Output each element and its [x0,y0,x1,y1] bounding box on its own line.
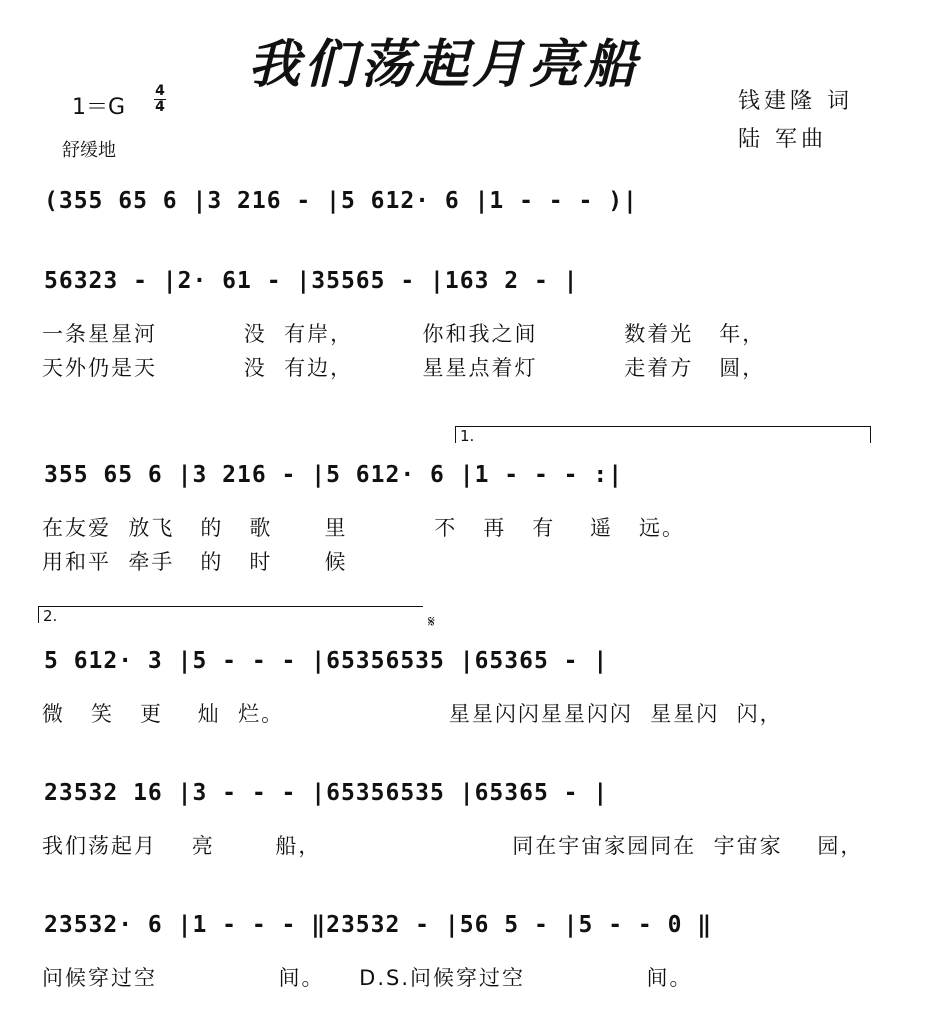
score-row-2-notes: 56323 - |2· 61 - |35565 - |163 2 - | [44,268,579,294]
time-signature [154,84,166,115]
score-row-6-notes: 23532· 6 |1 - - - ‖23532 - |56 5 - |5 - - 0 ‖ [44,912,713,938]
score-row-2-lyric-1: 一条星星河 没 有岸， 你和我之间 数着光 年， [42,322,766,346]
time-signature-top: 4 [155,83,165,99]
volta-1: 1. [455,426,871,443]
segno-sign: 𝄋 [428,612,435,631]
score-row-3-notes: 355 65 6 |3 216 - |5 612· 6 |1 - - - :| [44,462,624,488]
score-row-5-notes: 23532 16 |3 - - - |65356535 |65365 - | [44,780,609,806]
score-row-1-notes: (355 65 6 |3 216 - |5 612· 6 |1 - - - )| [44,188,638,214]
key-signature: 1＝G [72,95,126,120]
volta-2: 2. [38,606,423,623]
score-row-6-lyric-1: 问候穿过空 间。 D.S.问候穿过空 间。 [42,966,693,990]
score-row-4-lyric-1: 微 笑 更 灿 烂。 星星闪闪星星闪闪 星星闪 闪， [42,702,783,726]
time-signature-bottom: 4 [155,99,165,115]
tempo-marking: 舒缓地 [62,140,116,161]
score-row-5-lyric-1: 我们荡起月 亮 船， 同在宇宙家园同在 宇宙家 园， [42,834,864,858]
song-title: 我们荡起月亮船 [248,34,641,95]
score-row-3-lyric-1: 在友爱 放飞 的 歌 里 不 再 有 遥 远。 [42,516,685,540]
lyricist-credit: 钱建隆 词 [738,89,853,114]
score-row-4-notes: 5 612· 3 |5 - - - |65356535 |65365 - | [44,648,609,674]
score-row-3-lyric-2: 用和平 牵手 的 时 候 [42,550,348,574]
score-row-2-lyric-2: 天外仍是天 没 有边， 星星点着灯 走着方 圆， [42,356,766,380]
composer-credit: 陆 军曲 [738,127,827,152]
